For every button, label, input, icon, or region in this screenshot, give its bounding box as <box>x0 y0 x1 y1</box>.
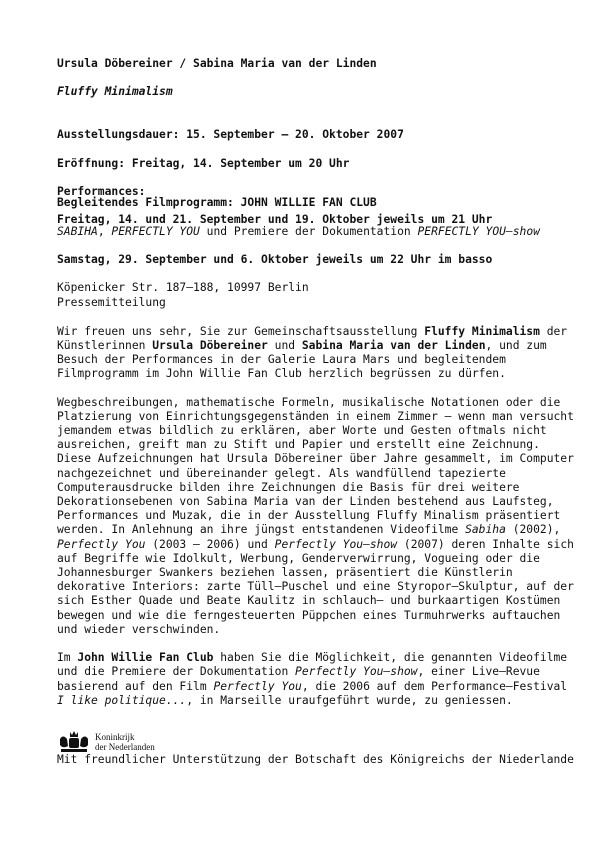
artists-heading: Ursula Döbereiner / Sabina Maria van der Linden <box>57 57 377 70</box>
logo-wordmark: Koninkrijk der Nederlanden <box>95 732 155 752</box>
embassy-acknowledgement: Mit freundlicher Unterstützung der Botschaft des Königreichs der Niederlande <box>57 753 574 766</box>
film-perfectly-you-show: PERFECTLY YOU–show <box>417 224 540 238</box>
paragraph-film-club: Im John Willie Fan Club haben Sie die Möglichkeit, die genannten Videofilme und die Premiere der Dokumentation Perfectly You–show, einer Live–Revue basierend auf den Film Perfectly You, die 2006 auf dem Performance–Festival I like politique..., in Marseille uraufgeführt wurde, zu geniessen. <box>57 651 568 707</box>
film-address: Köpenicker Str. 187–188, 10997 Berlin <box>57 281 309 295</box>
exhibition-dates: Ausstellungsdauer: 15. September – 20. Oktober 2007 <box>57 128 404 142</box>
press-release-body <box>57 282 577 722</box>
opening-date: Eröffnung: Freitag, 14. September um 20 Uhr <box>57 156 350 170</box>
netherlands-logo <box>57 730 155 754</box>
performance-dates: Freitag, 14. und 21. September und 19. Oktober jeweils um 21 Uhr <box>57 213 493 227</box>
film-perfectly-you: PERFECTLY YOU <box>111 224 200 238</box>
film-titles: SABIHA, PERFECTLY YOU und Premiere der Dokumentation PERFECTLY YOU–show <box>57 224 540 238</box>
film-program-label: Begleitendes Filmprogramm: JOHN WILLIE FAN CLUB <box>57 196 377 210</box>
paragraph-description: Wegbeschreibungen, mathematische Formeln, musikalische Notationen oder die Platzierung von Einrichtungsgegenständen in einem Zimmer – wenn man versucht jemandem etwas bildlich zu erklären, aber Worte und Gesten oftmals nicht ausreichen, greift man zu Stift und Papier und erstellt eine Zeichnung. Diese Aufzeichnungen hat Ursula Döbereiner über Jahre gesammelt, im Computer nachgezeichnet und übereinander gelegt. Als wandfüllend tapezierte Computerausdrucke bilden ihre Zeichnungen die Basis für drei weitere Dekorationsebenen von Sabina Maria van der Linden bestehend aus Laufsteg, Performances und Muzak, die in der Ausstellung Fluffy Minalism präsentiert werden. In Anlehnung an ihre jüngst entstandenen Videofilme Sabiha (2002), Perfectly You (2003 – 2006) und Perfectly You–show (2007) deren Inhalte sich auf Begriffe wie Idolkult, Werbung, Genderverwirrung, Vogueing oder die Johannesburger Swankers beziehen lassen, präsentiert die Künstlerin dekorative Interiors: zarte Tüll–Puschel und eine Styropor–Skulptur, auf der sich Esther Quade und Beate Kaulitz in schlauch– und burkaartigen Kostümen bewegen und wie die ferngesteuerten Püppchen eines Turmuhrwerks auftauchen und wieder verschwinden. <box>57 395 574 636</box>
performances-label: Performances: <box>57 185 146 199</box>
royal-coat-of-arms-icon <box>57 730 91 754</box>
film-sabiha: SABIHA <box>57 224 98 238</box>
press-release-label: Pressemitteilung <box>57 296 166 310</box>
film-date: Samstag, 29. September und 6. Oktober jeweils um 22 Uhr im basso <box>57 253 493 267</box>
paragraph-intro: Wir freuen uns sehr, Sie zur Gemeinschaftsausstellung Fluffy Minimalism der Künstlerinnen Ursula Döbereiner und Sabina Maria van der Linden, und zum Besuch der Performances in der Galerie Laura Mars und begleitendem Filmprogramm im John Willie Fan Club herzlich begrüssen zu dürfen. <box>57 324 568 381</box>
exhibition-title: Fluffy Minimalism <box>57 85 173 98</box>
